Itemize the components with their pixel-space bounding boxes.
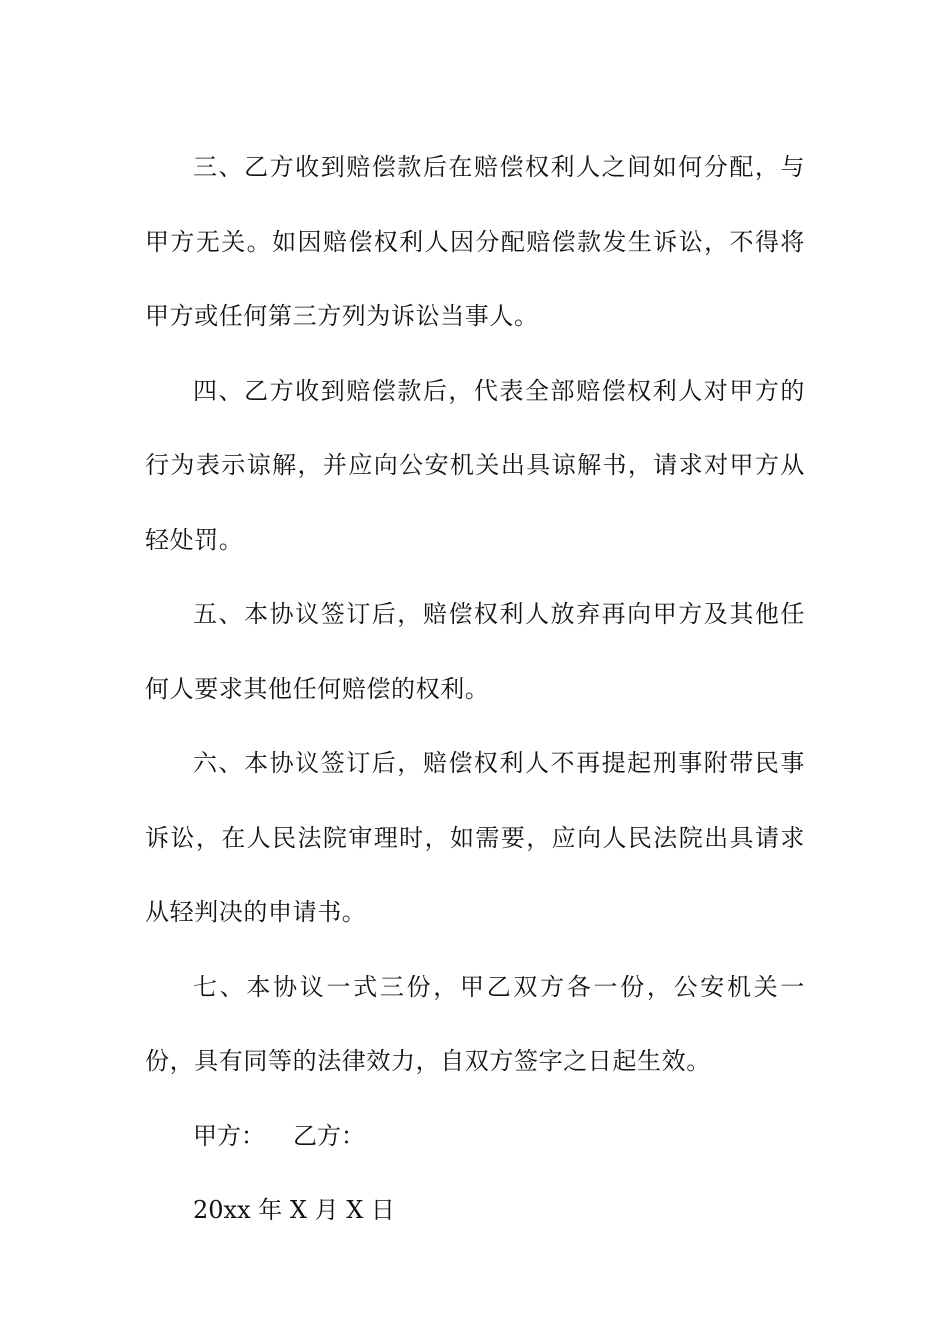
clause-5: 五、本协议签订后，赔偿权利人放弃再向甲方及其他任何人要求其他任何赔偿的权利。: [145, 600, 805, 703]
signature-line: [145, 1099, 805, 1174]
clause-7: 七、本协议一式三份，甲乙双方各一份，公安机关一份，具有同等的法律效力，自双方签字之日起生效。: [145, 972, 805, 1075]
party-a-label: 甲方：: [193, 1121, 265, 1150]
party-b-label: 乙方：: [293, 1121, 365, 1150]
document-body: [145, 130, 805, 1248]
date-line: 20xx 年 X 月 X 日: [193, 1196, 395, 1224]
clause-4: 四、乙方收到赔偿款后，代表全部赔偿权利人对甲方的行为表示谅解，并应向公安机关出具谅解书，请求对甲方从轻处罚。: [145, 376, 805, 554]
clause-6: 六、本协议签订后，赔偿权利人不再提起刑事附带民事诉讼，在人民法院审理时，如需要，应向人民法院出具请求从轻判决的申请书。: [145, 749, 805, 926]
clause-3: 三、乙方收到赔偿款后在赔偿权利人之间如何分配，与甲方无关。如因赔偿权利人因分配赔偿款发生诉讼，不得将甲方或任何第三方列为诉讼当事人。: [145, 153, 805, 330]
